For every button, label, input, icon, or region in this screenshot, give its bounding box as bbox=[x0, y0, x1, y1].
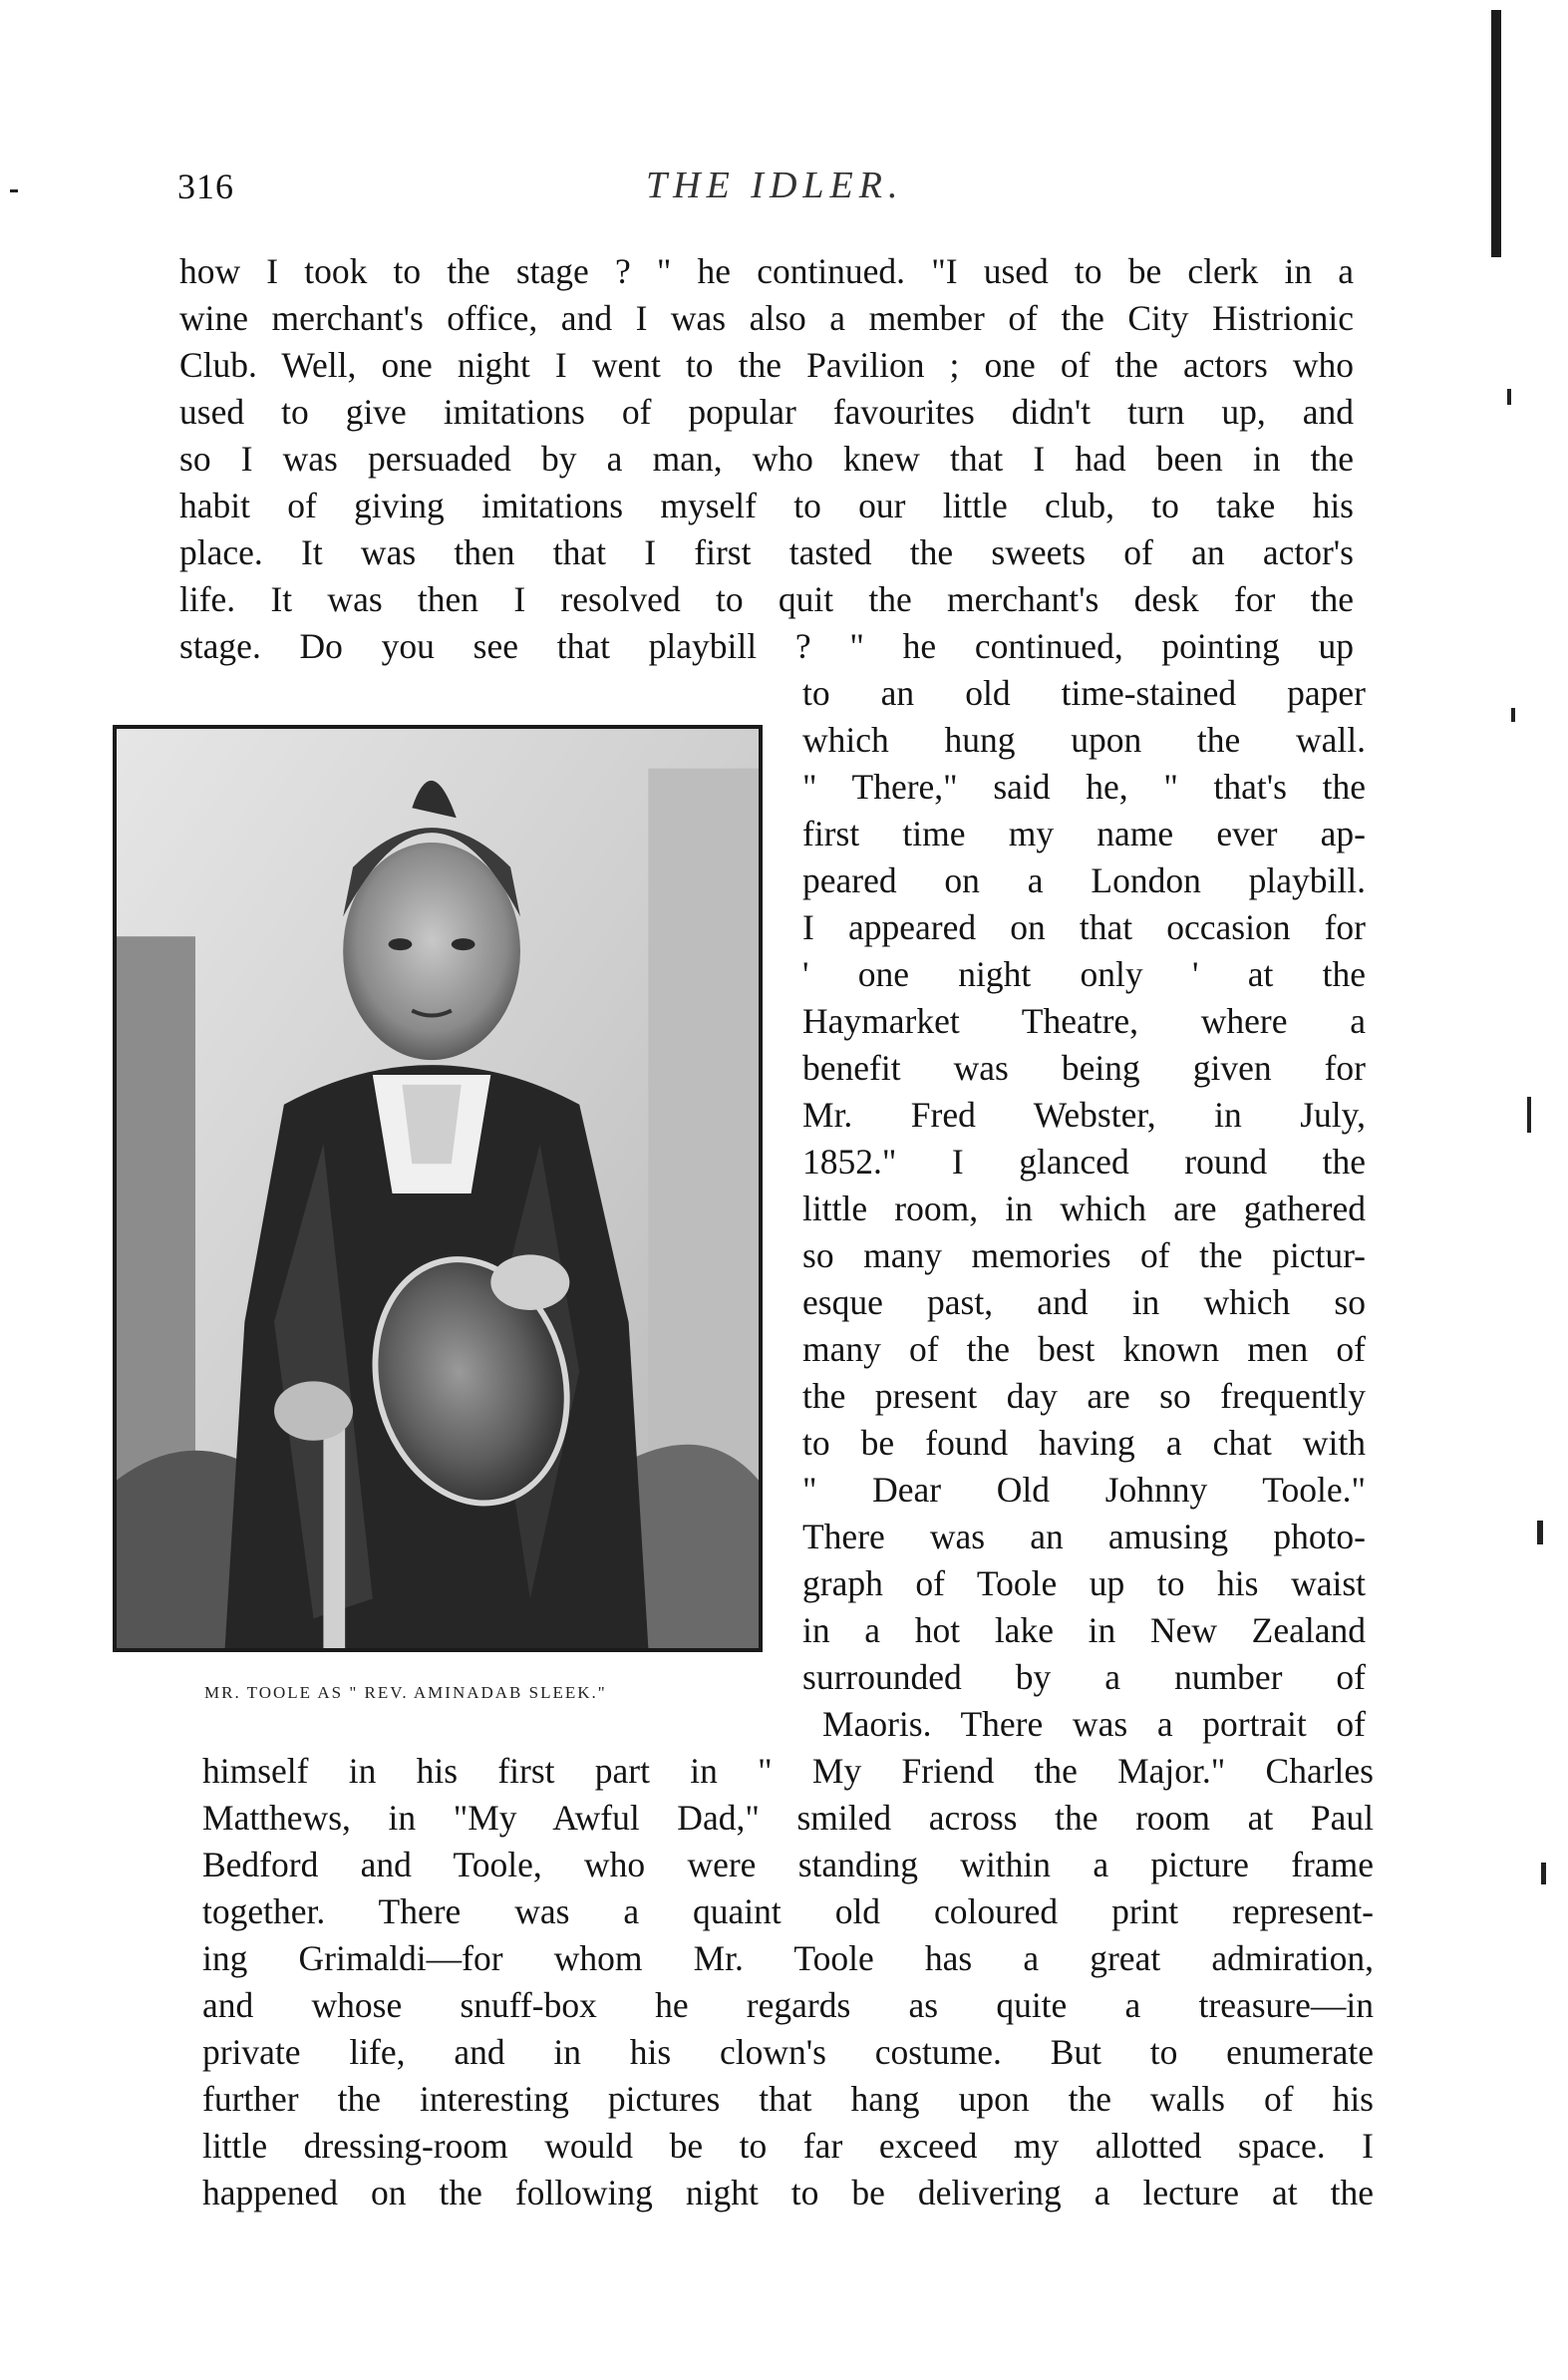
scan-speck bbox=[10, 189, 18, 192]
body-line: habit of giving imitations myself to our little club, to take his bbox=[179, 486, 1354, 525]
body-line: Bedford and Toole, who were standing within a picture frame bbox=[202, 1845, 1374, 1884]
body-line: Matthews, in "My Awful Dad," smiled across the room at Paul bbox=[202, 1798, 1374, 1838]
scan-speck bbox=[1541, 1863, 1546, 1884]
column-line: I appeared on that occasion for bbox=[802, 907, 1366, 947]
column-line: little room, in which are gathered bbox=[802, 1189, 1366, 1228]
scan-speck bbox=[1537, 1521, 1543, 1544]
column-line: in a hot lake in New Zealand bbox=[802, 1610, 1366, 1650]
body-line: further the interesting pictures that hang upon the walls of his bbox=[202, 2079, 1374, 2119]
body-line: stage. Do you see that playbill ? " he continued, pointing up bbox=[179, 626, 1354, 666]
scan-speck bbox=[1527, 1097, 1531, 1133]
body-line: used to give imitations of popular favourites didn't turn up, and bbox=[179, 392, 1354, 432]
body-line: together. There was a quaint old coloured print represent- bbox=[202, 1891, 1374, 1931]
column-line: so many memories of the pictur- bbox=[802, 1235, 1366, 1275]
page-header bbox=[0, 160, 1568, 219]
body-line: wine merchant's office, and I was also a member of the City Histrionic bbox=[179, 298, 1354, 338]
column-line: Mr. Fred Webster, in July, bbox=[802, 1095, 1366, 1135]
body-line: place. It was then that I first tasted the sweets of an actor's bbox=[179, 532, 1354, 572]
column-line: There was an amusing photo- bbox=[802, 1517, 1366, 1556]
body-line: little dressing-room would be to far exceed my allotted space. I bbox=[202, 2126, 1374, 2166]
column-line: the present day are so frequently bbox=[802, 1376, 1366, 1416]
column-line: to be found having a chat with bbox=[802, 1423, 1366, 1463]
body-line: and whose snuff-box he regards as quite a treasure—in bbox=[202, 1985, 1374, 2025]
column-line: 1852." I glanced round the bbox=[802, 1142, 1366, 1182]
body-line: ing Grimaldi—for whom Mr. Toole has a great admiration, bbox=[202, 1938, 1374, 1978]
running-title: THE IDLER. bbox=[646, 165, 904, 206]
body-line: how I took to the stage ? " he continued. "I used to be clerk in a bbox=[179, 251, 1354, 291]
column-line: " There," said he, " that's the bbox=[802, 767, 1366, 807]
column-line: which hung upon the wall. bbox=[802, 720, 1366, 760]
column-line: surrounded by a number of bbox=[802, 1657, 1366, 1697]
column-line: peared on a London playbill. bbox=[802, 860, 1366, 900]
column-line: esque past, and in which so bbox=[802, 1282, 1366, 1322]
body-line: happened on the following night to be delivering a lecture at the bbox=[202, 2173, 1374, 2212]
page-number: 316 bbox=[177, 167, 234, 206]
column-line: Haymarket Theatre, where a bbox=[802, 1001, 1366, 1041]
scan-speck bbox=[1507, 389, 1511, 405]
column-line: ' one night only ' at the bbox=[802, 954, 1366, 994]
body-line: himself in his first part in " My Friend the Major." Charles bbox=[202, 1751, 1374, 1791]
column-line: to an old time-stained paper bbox=[802, 673, 1366, 713]
portrait-photograph bbox=[113, 725, 763, 1652]
body-line: private life, and in his clown's costume. But to enumerate bbox=[202, 2032, 1374, 2072]
column-line: graph of Toole up to his waist bbox=[802, 1563, 1366, 1603]
column-line: " Dear Old Johnny Toole." bbox=[802, 1470, 1366, 1510]
column-line: benefit was being given for bbox=[802, 1048, 1366, 1088]
column-line: first time my name ever ap- bbox=[802, 814, 1366, 853]
scan-speck bbox=[1511, 708, 1515, 722]
column-line: Maoris. There was a portrait of bbox=[822, 1704, 1366, 1744]
body-line: Club. Well, one night I went to the Pavilion ; one of the actors who bbox=[179, 345, 1354, 385]
body-line: so I was persuaded by a man, who knew that I had been in the bbox=[179, 439, 1354, 479]
scan-edge-bar bbox=[1491, 10, 1501, 257]
column-line: many of the best known men of bbox=[802, 1329, 1366, 1369]
portrait-image bbox=[117, 729, 759, 1648]
figure-caption: MR. TOOLE AS " REV. AMINADAB SLEEK." bbox=[204, 1683, 607, 1702]
body-line: life. It was then I resolved to quit the merchant's desk for the bbox=[179, 579, 1354, 619]
